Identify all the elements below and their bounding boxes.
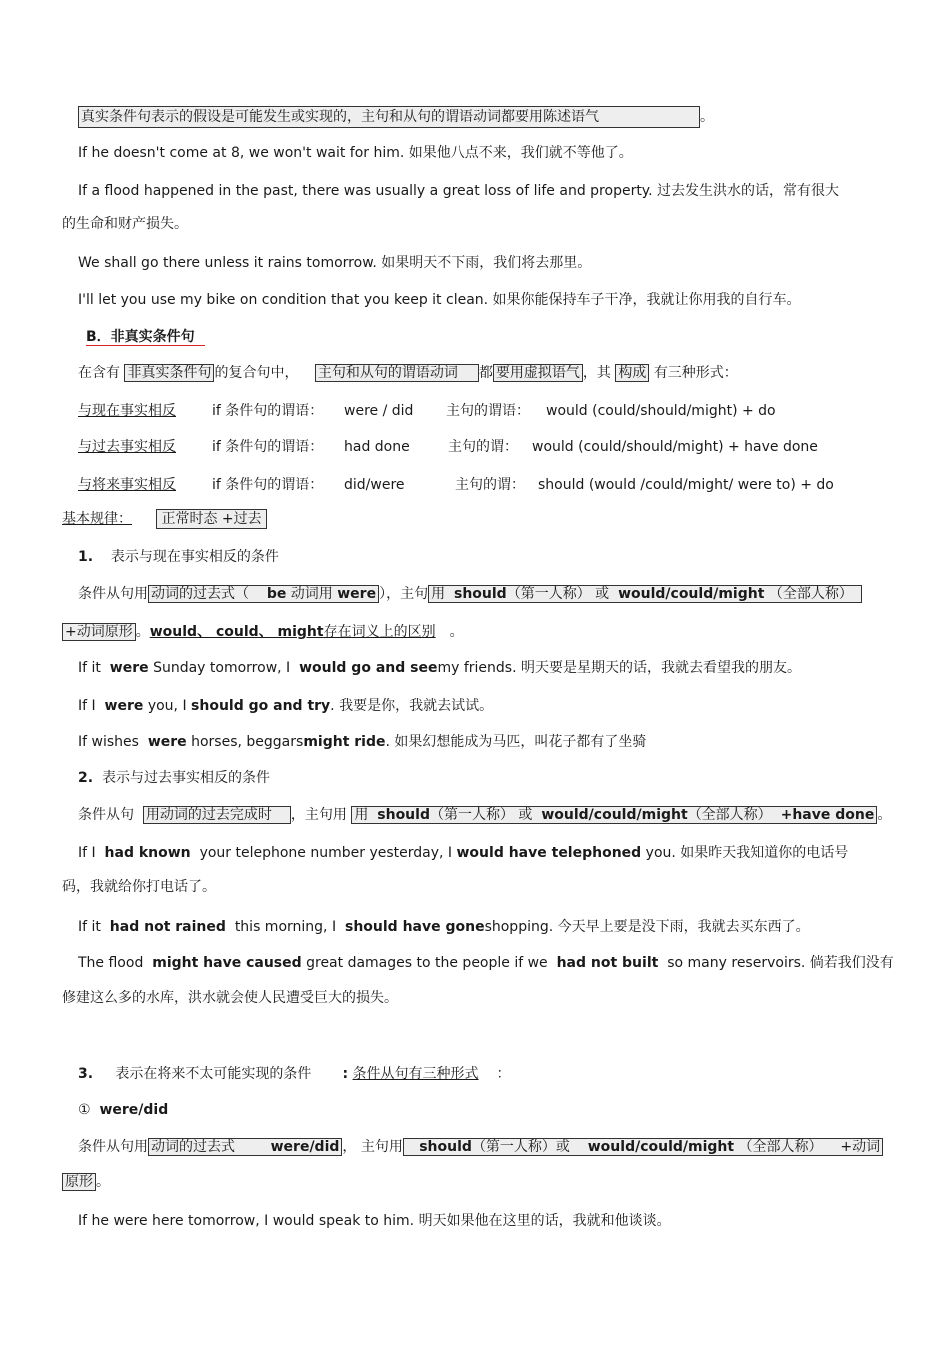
section-b-heading: B．非真实条件句 xyxy=(86,327,205,347)
section-2-rule: 条件从句 用动词的过去完成时 ，主句用 用 should（第一人称） 或 would/could/might（全部人称） +have done 。 xyxy=(78,807,892,823)
term-box: 非真实条件句 xyxy=(124,364,214,382)
term-box: 要用虚拟语气 xyxy=(493,364,583,382)
form-intro-line: 在含有 非真实条件句 的复合句中， 主句和从句的谓语动词 都 要用虚拟语气 ，其 构成 有三种形式： xyxy=(78,365,738,381)
example-line: If he were here tomorrow, I would speak to him. 明天如果他在这里的话，我就和他谈谈。 xyxy=(78,1213,671,1229)
form-row: 与过去事实相反 if 条件句的谓语： had done 主句的谓： would (could/should/might) + have done xyxy=(78,439,818,455)
period: 。 xyxy=(700,109,714,125)
section-1-rule-cont: +动词原形 。would、 could、 might存在词义上的区别 。 xyxy=(62,622,464,642)
example-line: If he doesn't come at 8, we won't wait for him. 如果他八点不来，我们就不等他了。 xyxy=(78,145,633,161)
term-box: 构成 xyxy=(615,364,649,382)
example-line: I'll let you use my bike on condition that you keep it clean. 如果你能保持车子干净，我就让你用我的自行车。 xyxy=(78,292,801,308)
example-line: The flood might have caused great damages to the people if we had not built so many reservoirs. 倘若我们没有 xyxy=(78,955,894,971)
section-1-rule: 条件从句用 动词的过去式（ be 动词用 were ），主句 用 should（第一人称） 或 would/could/might （全部人称） xyxy=(78,584,862,604)
example-line: If it had not rained this morning, I should have goneshopping. 今天早上要是没下雨，我就去买东西了。 xyxy=(78,919,810,935)
section-2-heading: 2. 表示与过去事实相反的条件 xyxy=(78,770,270,786)
section-3-rule: 条件从句用 动词的过去式 were/did ， 主句用 should（第一人称）或 would/could/might （全部人称） +动词 xyxy=(78,1137,883,1157)
boxed-definition: 真实条件句表示的假设是可能发生或实现的，主句和从句的谓语动词都要用陈述语气 xyxy=(78,106,700,128)
rule-box: 用 should（第一人称） 或 would/could/might（全部人称） +have done xyxy=(351,806,877,824)
rule-box: 用动词的过去完成时 xyxy=(143,806,291,824)
rule-box: 用 should（第一人称） 或 would/could/might （全部人称） xyxy=(428,585,862,603)
section-1-heading: 1. 表示与现在事实相反的条件 xyxy=(78,549,279,565)
section-3-rule-cont: 原形 。 xyxy=(62,1172,110,1192)
example-line-cont: 码，我就给你打电话了。 xyxy=(62,879,216,895)
example-line: If I had known your telephone number yesterday, I would have telephoned you. 如果昨天我知道你的电话号 xyxy=(78,845,849,861)
rule-box: +动词原形 xyxy=(62,623,136,641)
example-line-cont: 的生命和财产损失。 xyxy=(62,216,188,232)
form-row: 与将来事实相反 if 条件句的谓语： did/were 主句的谓： should (would /could/might/ were to) + do xyxy=(78,477,834,493)
example-line: We shall go there unless it rains tomorrow. 如果明天不下雨，我们将去那里。 xyxy=(78,255,592,271)
intro-line xyxy=(78,106,714,128)
example-line: If it were Sunday tomorrow, I would go and seemy friends. 明天要是星期天的话，我就去看望我的朋友。 xyxy=(78,660,801,676)
rule-box: 动词的过去式（ be 动词用 were xyxy=(148,585,379,603)
example-line: If wishes were horses, beggarsmight ride. 如果幻想能成为马匹，叫花子都有了坐骑 xyxy=(78,734,647,750)
form-row: 与现在事实相反 if 条件句的谓语： were / did 主句的谓语： would (could/should/might) + do xyxy=(78,403,776,419)
example-line: If I were you, I should go and try. 我要是你，我就去试试。 xyxy=(78,698,494,714)
section-3-heading: 3. 表示在将来不太可能实现的条件 : 条件从句有三种形式 ： xyxy=(78,1066,511,1082)
example-line-cont: 修建这么多的水库，洪水就会使人民遭受巨大的损失。 xyxy=(62,990,398,1006)
rule-box: 正常时态 +过去 xyxy=(156,509,266,529)
rule-box: 动词的过去式 were/did xyxy=(148,1138,342,1156)
example-line: If a flood happened in the past, there was usually a great loss of life and property. 过去发生洪水的话，常有很大 xyxy=(78,183,839,199)
form-1-heading: ① were/did xyxy=(78,1102,169,1118)
basic-rule: 基本规律： 正常时态 +过去 xyxy=(62,509,267,529)
term-box: 主句和从句的谓语动词 xyxy=(315,364,479,382)
rule-box: 原形 xyxy=(62,1173,96,1191)
rule-box: should（第一人称）或 would/could/might （全部人称） +动词 xyxy=(403,1138,883,1156)
